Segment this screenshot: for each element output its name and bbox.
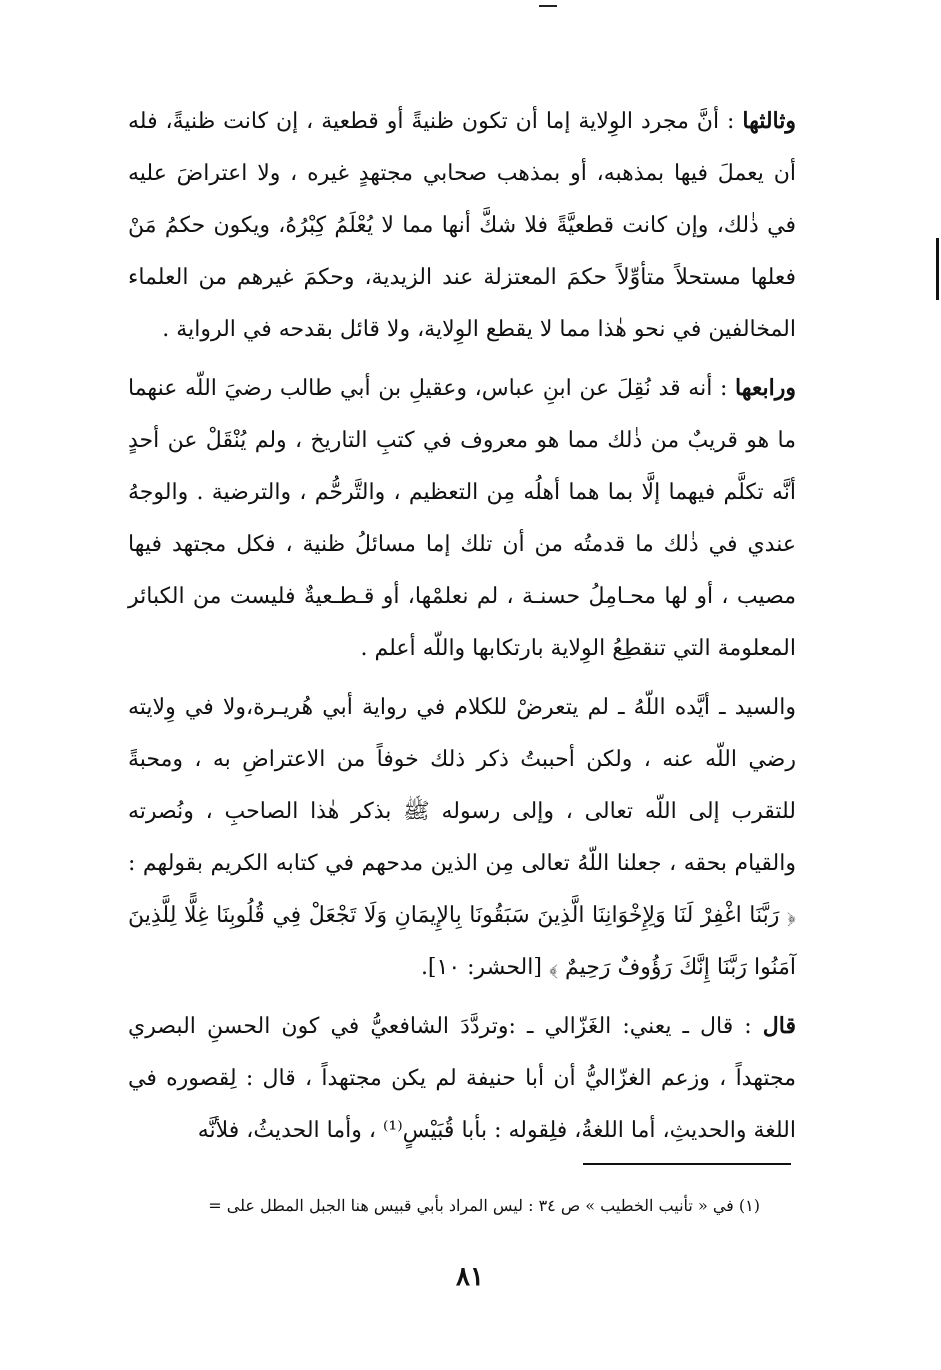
top-margin-mark [539,5,557,7]
footnote: (١) في « تأنيب الخطيب » ص ٣٤ : ليس المراد بأبي قبيس هنا الجبل المطل على = [208,1196,760,1215]
paragraph-lead: ورابعها [735,375,796,401]
paragraph-qala [128,1000,796,1157]
page-number: ٨١ [456,1262,484,1292]
paragraph-text: والسيد ـ أيَّده اللّهُ ـ لم يتعرضْ للكلام في رواية أبي هُريـرة،ولا في وِلايته رضي اللّه عنه ، ولكن أحببتُ ذكر ذلك خوفاً من الاعتراضِ به ، ومحبةً للتقرب إلى اللّه تعالى ، وإلى رسوله ﷺ بذكر هٰذا الصاحبِ ، ونُصرته والقيام بحقه ، جعلنا اللّهُ تعالى مِن الذين مدحهم في كتابه الكريم بقولهم : ﴿ رَبَّنَا اغْفِرْ لَنَا وَلِإِخْوَانِنَا الَّذِينَ سَبَقُونَا بِالإِيمَانِ وَلَا تَجْعَلْ فِي قُلُوبِنَا غِلًّا لِلَّذِينَ آمَنُوا رَبَّنَا إِنَّكَ رَؤُوفٌ رَحِيمٌ ﴾ [الحشر: ١٠]. [128,695,796,980]
paragraph-text: : قال ـ يعني: الغَزّالي ـ :وتردَّدَ الشافعيُّ في كون الحسنِ البصري مجتهداً ، وزعم الغزّاليُّ أن أبا حنيفة لم يكن مجتهداً ، قال : لِقصوره في اللغة والحديثِ، أما اللغةُ، فلِقوله : بأبا قُبَيْسٍ⁽¹⁾ ، وأما الحديثُ، فلأنَّه [128,1014,796,1143]
paragraph-sayyid [128,681,796,994]
paragraph-lead: قال [762,1013,796,1039]
paragraph-lead: وثالثها [742,108,796,134]
paragraph-text: : أنَّ مجرد الوِلاية إما أن تكون ظنيةً أو قطعية ، إن كانت ظنيةً، فله أن يعملَ فيها بمذهبه، أو بمذهب صحابي مجتهدٍ غيره ، ولا اعتراضَ عليه في ذٰلك، وإن كانت قطعيَّةً فلا شكَّ أنها مما لا يُعْلَمُ كِبْرُهُ، ويكون حكمُ مَنْ فعلها مستحلاً متأوِّلاً حكمَ المعتزلة عند الزيدية، وحكمَ غيرهم من العلماء المخالفين في نحو هٰذا مما لا يقطع الوِلاية، ولا قائل بقدحه في الرواية . [128,109,796,342]
paragraph-third [128,95,796,356]
paragraph-fourth [128,362,796,675]
main-text [128,95,796,1163]
paragraph-text: : أنه قد نُقِلَ عن ابنِ عباس، وعقيلِ بن أبي طالب رضيَ اللّه عنهما ما هو قريبٌ من ذٰلك مما هو معروف في كتبِ التاريخ ، ولم يُنْقَلْ عن أحدٍ أنَّه تكلَّم فيهما إلَّا بما هما أهلُه مِن التعظيم ، والتَّرحُّم ، والترضية . والوجهُ عندي في ذٰلك ما قدمتُه من أن تلك إما مسائلُ ظنية ، فكل مجتهد فيها مصيب ، أو لها محـامِلُ حسنـة ، لم نعلمْها، أو قـطـعيةٌ فليست من الكبائر المعلومة التي تنقطِعُ الوِلاية بارتكابها واللّه أعلم . [128,376,796,661]
margin-bar [936,238,939,300]
footnote-separator [583,1163,791,1165]
